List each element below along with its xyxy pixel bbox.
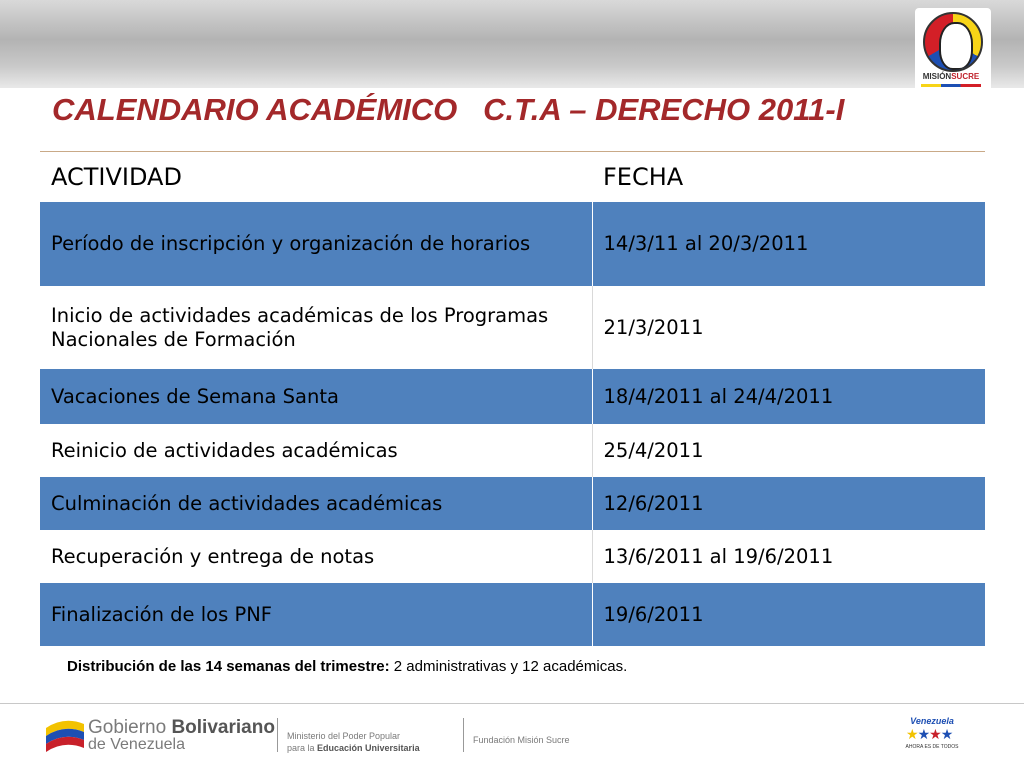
- logo-text-sucre: SUCRE: [951, 72, 980, 81]
- calendar-table: [40, 152, 985, 646]
- note-text: 2 administrativas y 12 académicas.: [389, 658, 628, 675]
- foundation-name: Fundación Misión Sucre: [473, 735, 570, 745]
- table-row: [40, 286, 985, 369]
- activity-cell: Culminación de actividades académicas: [40, 477, 592, 530]
- date-cell: 21/3/2011: [592, 286, 985, 369]
- activity-cell: Finalización de los PNF: [40, 583, 592, 646]
- activity-cell: Recuperación y entrega de notas: [40, 530, 592, 583]
- ministry-line-2: para la Educación Universitaria: [287, 743, 420, 753]
- ministry-line-1: Ministerio del Poder Popular: [287, 731, 401, 741]
- header-band: [0, 0, 1024, 88]
- table-row: [40, 530, 985, 583]
- logo-text-mision: MISIÓN: [922, 72, 952, 81]
- footer-separator: [463, 718, 464, 752]
- footer-divider: [0, 703, 1024, 704]
- gov-line-1: Gobierno Bolivariano: [88, 717, 275, 738]
- table-row: [40, 369, 985, 424]
- column-header-actividad: ACTIVIDAD: [40, 152, 592, 202]
- venezuela-subtitle: AHORA ES DE TODOS: [905, 744, 959, 750]
- table-header-row: [40, 152, 985, 202]
- activity-cell: Vacaciones de Semana Santa: [40, 369, 592, 424]
- table-row: [40, 583, 985, 646]
- note-label: Distribución de las 14 semanas del trimestre:: [67, 658, 390, 675]
- date-cell: 12/6/2011: [592, 477, 985, 530]
- sucre-portrait-icon: [923, 12, 983, 72]
- activity-cell: Inicio de actividades académicas de los Programas Nacionales de Formación: [40, 286, 592, 369]
- date-cell: 14/3/11 al 20/3/2011: [592, 202, 985, 286]
- date-cell: 13/6/2011 al 19/6/2011: [592, 530, 985, 583]
- activity-cell: Reinicio de actividades académicas: [40, 424, 592, 477]
- date-cell: 19/6/2011: [592, 583, 985, 646]
- gov-line-2: de Venezuela: [88, 736, 185, 753]
- mision-sucre-logo: [915, 8, 991, 92]
- activity-cell: Período de inscripción y organización de horarios: [40, 202, 592, 286]
- venezuela-flag-icon: [44, 710, 86, 752]
- semester-note: [67, 658, 627, 675]
- venezuela-title: Venezuela: [910, 716, 954, 726]
- column-header-fecha: FECHA: [592, 152, 985, 202]
- footer-separator: [277, 718, 278, 752]
- table-row: [40, 477, 985, 530]
- page-title: CALENDARIO ACADÉMICO C.T.A – DERECHO 2011-I: [52, 92, 845, 127]
- date-cell: 25/4/2011: [592, 424, 985, 477]
- flag-stripe: [921, 84, 981, 87]
- date-cell: 18/4/2011 al 24/4/2011: [592, 369, 985, 424]
- stars-icon: ★★★★: [906, 726, 953, 742]
- table-row: [40, 202, 985, 286]
- venezuela-logo: [900, 716, 964, 752]
- table-row: [40, 424, 985, 477]
